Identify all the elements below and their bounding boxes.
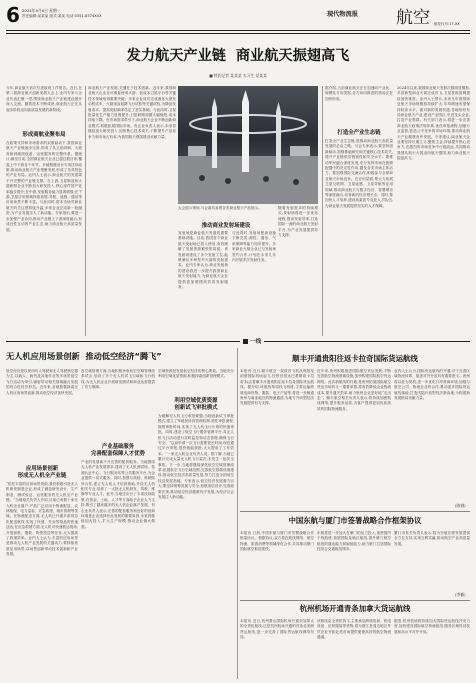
story2-col-1b: “依托丰富的应用场景资源,我们积极引进无人机研发制造企业,形成了涵盖研发设计、生产制造、测试验证、运营服务的无人机全产业链。”当地相关负责人介绍,目前已有数十家无人机企业落户,产品广泛应用于物流配送、农林植保、电力巡检、应急救援、城市管理等领域。在物流配送方面,无人机已开通多条常态化配送航线,实现了快递、外卖等物品的快速送达;在应急救援方面,无人机可快速抵达现场,开展侦察、搜救、物资投送等任务,大大提高了救援效率。业内人士认为,丰富的应用场景是推动无人机产业发展的关键动力,要持续拓展应用场景,以场景创新带动技术创新和产业发展。 [6,482,78,557]
story2-subhead-c: 产业基础服务 完善配套保障人才优势 [91,444,145,457]
story2-col-2a: 在空域管理方面,当地积极争取低空空域管理改革试点,划设了多个无人机试飞空域和飞行航线,为无人机企业开展研发测试和商业运营提供了有力保障。 [81,369,155,390]
lead-photo [178,86,318,204]
section-title: 航空 [396,8,430,28]
lead-col-1b: 在政策支持和市场需求的双重驱动下,我国商业航天产业链逐步完善,形成了从卫星研制、火箭发射到地面设备、运营服务的完整体系。据统计,截至目前,全国商业航天企业已超过数百家,覆盖上中下游各个环节。多地相继出台专项扶持政策,推动商业航天产业集聚发展,形成了各具特色的产业布局。业内人士表示,商业航天的发展离不开完整的产业链支撑。在上游,卫星制造和火箭研制企业不断加大研发投入,核心部件国产化率稳步提升;在中游,发射服务能力显著增强;在下游,卫星应用领域持续拓展,导航、遥感、通信等应用场景不断丰富。与此同时,资本市场对商业航天的关注度持续升温,多家企业完成新一轮融资,为产业发展注入了新动能。专家指出,要进一步加强产业协同,推动产业链上下游深度融合,形成良性互动的产业生态,助力商业航天高质量发展。 [6,141,82,232]
section-subline: 邮发代号:17-XX [434,22,460,26]
lead-col-1a: 今年,商业航天首次写进政府工作报告。近日,在第二届商业航天创新发展大会上,业内专家与企业代表汇聚一堂,围绕商业航天产业链建设展开深入交流。随着技术不断成熟,商业航天正在从起步阶段迈向高质量发展的新阶段。 [6,86,82,112]
lead-subhead-3: 打造全产业生态链 [337,130,381,136]
visitor-1 [199,175,205,181]
story4-credit: (李楠) [455,592,466,597]
editors-line: 责任编辑:某某某 版式:某某 电话:0351-8374XXX [22,14,102,18]
story5-headline: 杭州机场开通青条加拿大货运航线 [299,604,411,613]
lead-subhead-1: 形成商航业聚布局 [22,132,66,138]
story3-headline: 顺丰开通贵阳往返卡拉奇国际货运航线 [292,354,418,363]
story-divider [240,511,470,512]
lead-col-2: 商业航天产业发展,关键在于技术创新。近年来,我国商业航天企业在可重复使用火箭、低成本卫星平台等关键技术领域取得重要突破。多家企业成功完成液体火箭发动机试车、火箭垂直起降飞行试验等关键试验,为降低发射成本、提高发射频率奠定了坚实基础。与此同时,卫星批量化生产能力显著提升,卫星研制周期大幅缩短,成本持续下降。在市场需求牵引下,商业航天企业不断创新商业模式,积极拓展国际市场。有企业负责人表示,未来将继续加大研发投入,加快核心技术攻关,不断提升产品竞争力和市场占有率,为我国航天强国建设贡献力量。 [88,86,176,139]
visitor-3 [263,176,269,182]
display-stand-1 [188,146,206,156]
story2-col-1a: 低空经济是以民用有人驾驶和无人驾驶航空器为主,以载人、载货及其他作业等多场景低空飞行活动为牵引,辐射带动相关领域融合发展的综合性经济形态。近年来,各地积极探索无人机应用场景创新,推动低空经济加快发展。 [6,369,78,395]
story5-col-3: 据悉,杭州机场将持续加大国际货运航线开发力度,加快建设国际航空物流枢纽,服务区域经济发展和高水平对外开放。 [394,619,470,634]
date-line: 2024年9月6日 星期一 [22,8,61,13]
story4-col-3: 厦门市有关负责人表示,将为东航在厦发展提供全方位支持,实现互利共赢,推动航空产业高质量发展。 [394,531,470,546]
section-rule [6,341,470,342]
visitor-4 [293,179,299,185]
rocket-model-3 [276,112,281,168]
lead-subhead-2: 推动商业发射场建设 [201,223,251,229]
rocket-model-1 [212,108,217,168]
exhibition-scene-image [178,86,318,204]
section-tag [240,336,264,346]
story3-credit: (陈钢) [455,503,466,508]
lead-col-4: 与此同时,发射场配套设施不断完善,测控、通信、气象保障等能力同步提升。多家商业火箭企业已与发射场签约合作,计划在未来几年内开展多次发射任务。 [232,231,276,263]
lead-col-3: 发射场是商业航天发展的重要基础设施。目前,我国首个商业航天发射场已投入使用,有效缓解了发射资源紧张的局面。该发射场建设了多个发射工位,能够满足多种型号火箭的发射需求。业内专家认为,商业发射场的建设将进一步提升我国商业航天发射能力,为商业航天企业提供更加便捷高效的发射服务。 [178,231,228,290]
rocket-nose-1 [212,98,217,108]
col-divider [322,86,323,336]
story4-col-2: 东航将进一步加大在厦门的运力投入,加密国内干线航班,拓展国际及地区航线,提升厦门航空枢纽的通达能力和辐射能力,助力厦门打造国际性综合交通枢纽城市。 [317,531,391,552]
col-divider [237,348,238,679]
rocket-model-2 [242,102,249,172]
story-divider [240,600,470,601]
story2-headline: 无人机应用场景创新 推动低空经济“腾飞” [6,351,162,361]
square-bullet-icon [243,339,248,344]
visitor-2 [225,178,231,184]
lead-headline: 发力航天产业链 商业航天振翅高飞 [126,48,350,64]
story5-col-2: 该航线由全货机执飞,主要承运跨境电商、机电设备、纺织服装等货物,将为浙江及周边地区外贸企业开拓北美市场提供便捷高效的航空物流通道。 [317,619,391,640]
lead-col-7: 打造全产业生态链,是推动商业航天高质量发展的必由之路。与会专家表示,要坚持创新驱动,加强基础研究和关键核心技术攻关,提升产业链供应链韧性和安全水平。要推动军民融合深度发展,充分发挥市场在资源配置中的决定性作用,激发各类市场主体活力。要加强国际交流合作,积极参与全球商业航天市场竞争。在应用层面,要大力拓展卫星互联网、卫星遥感、卫星导航等应用领域,推动商业航天与数字经济、智慧城市等深度融合,培育新的经济增长点。同时,要加快人才培养,建设高素质专业化人才队伍,为商业航天发展提供坚实的人才保障。 [325,139,393,208]
page-number: 6 [6,3,20,27]
rocket-nose-3 [276,102,281,112]
display-stand-2 [290,146,310,156]
masthead-rule-thin [6,33,470,34]
lead-col-5: 随着发射需求的持续增长,发射场将进一步优化流程,提高发射效率,打造国际一流的商业航天发射平台,为产业发展提供有力支撑。 [278,206,318,238]
masthead-rule [6,30,470,31]
story3-col-2: 近年来,贵州积极推进国际航空货运发展,不断完善航空物流基础设施,加快构建国际航空货运网络。此次新航线的开通,是贵州拓展国际航空货运市场的又一重要举措,将有效降低企业物流成本,提升通关效率,助力贵州企业更好地“走出去”。顺丰航空相关负责人表示,将持续加密航线网络,提升服务品质,为客户提供更加优质高效的国际物流服务。 [317,369,391,411]
lead-col-6: 据介绍,当前商业航天正在加速向产业化、规模化方向发展,各方协同推进的格局正在加快形成。 [325,86,393,101]
story4-headline: 中国东航与厦门市签署战略合作框架协议 [288,516,422,525]
story2-col-2b: 产业的发展离不开完善的配套服务。当地围绕无人机产业发展需求,建设了无人机测试场、检测认证中心、飞行服务站等公共服务平台,为企业提供一站式服务。同时,加强与高校、科研院所合作,建立无人机人才培养基地,开设无人机相关专业,培养了一大批无人机研发、驾驶、维修等专业人才。此外,当地还出台了专项扶持政策,在资金、土地、人才等方面给予企业大力支持,吸引了越来越多的无人机企业落户发展。有企业负责人表示,完善的配套服务和良好的营商环境是企业选择在此发展的重要原因,未来将继续加大投入,扩大生产规模,推动企业做大做强。 [81,460,155,529]
story2-subhead-a: 应用场景创新 形成无人机全产业链 [17,466,67,479]
story3-col-3: 业内人士认为,国际货运航线的开通,对于完善区域物流体系、促进对外开放具有重要意义。贵州将以此为契机,进一步优化口岸营商环境,加强与航空公司、物流企业的合作,推动更多国际货运航线落地,打造内陆开放型经济新高地,为构建新发展格局贡献力量。 [394,369,470,401]
lead-col-8: 2024年以来,我国商业航天发射次数明显增加,多款新型商业火箭完成首飞,卫星星座组网建设加快推进。业内人士预计,未来几年我国商业航天市场规模将持续扩大,年均增速有望保持较高水平。面对新的发展机遇,各地纷纷布局商业航天产业,建设产业园区,引进龙头企业,打造产业集群。有关部门表示,将进一步完善商业航天政策法规体系,优化审批流程,加强行业监管,营造公平竞争的市场环境,推动商业航天产业健康有序发展。专家建议,商业航天企业要坚持长期主义,聚焦主业,持续提升核心竞争力,在激烈的市场竞争中行稳致远,共同推动我国从航天大国迈向航天强国,助力商业航天振翅高飞。 [397,86,470,161]
story3-col-1: 本报讯 近日,顺丰航空一架波音飞机从贵阳龙洞堡国际机场起飞,经停后抵达巴基斯坦卡拉奇,标志着顺丰开通贵阳往返卡拉奇国际货运航线。据介绍,该航线每周执飞两班,主要运输跨境电商货物、服装、电子产品等,将进一步畅通贵州与南亚地区的物流通道,为地方外向型经济发展提供有力支撑。 [240,369,314,406]
story4-col-1: 本报讯 日前,中国东航与厦门市签署战略合作框架协议。根据协议,双方将在航线网络、航空物流、旅游消费等领域深化合作,共同推动厦门国际航空枢纽建设。 [240,531,314,552]
paper-logo: 现代物流报 [327,11,358,18]
masthead [0,0,476,40]
story2-col-3a: 空域资源是发展低空经济的核心要素。当地充分利用空域优质资源,积极探索创新管理模式。 [158,369,234,379]
story2-col-3b: 为破解无人机飞行审批难题,当地创新试飞审批模式,建立了军地民协同管理机制,简化审批流程,缩短审批时间,实现了无人机飞行计划的快速审批。同时,建设了低空飞行服务管理平台,对无人机飞行活动进行实时监控和动态管理,确保飞行安全。“以前申请一次飞行需要很长时间,现在通过平台申报,很快就能获批,大大提高了工作效率。”一家无人机企业负责人说。据了解,当地已累计完成大量无人机飞行架次,未发生一起安全事故。下一步,当地将继续深化低空空域管理改革,拓展低空飞行空域范围,完善低空基础设施建设,推动低空经济高质量发展,努力打造全国低空经济发展高地。专家表示,低空经济发展潜力巨大,要坚持统筹发展与安全,加强顶层设计,完善政策法规,推动低空经济健康有序发展,为经济社会发展注入新动能。 [158,414,234,500]
lead-byline: ■ 特约记者 某某某 实习生 某某某 [209,73,267,78]
story5-col-1: 本报讯 近日,杭州萧山国际机场开通至加拿大的全货机航线,这是杭州机场开通的首条北美洲货运航线,进一步完善了国际货运航线网络布局。 [240,619,314,640]
section-tag-label: 一线 [250,339,262,345]
col-divider [85,86,86,336]
rocket-nose-2 [242,90,249,102]
lead-photo-caption: 大会展示现场,与会嘉宾参观各类商业航天产品展示。 [178,206,262,210]
story2-subhead-b: 利用空域优质资源 创新试飞审批模式 [174,398,218,411]
